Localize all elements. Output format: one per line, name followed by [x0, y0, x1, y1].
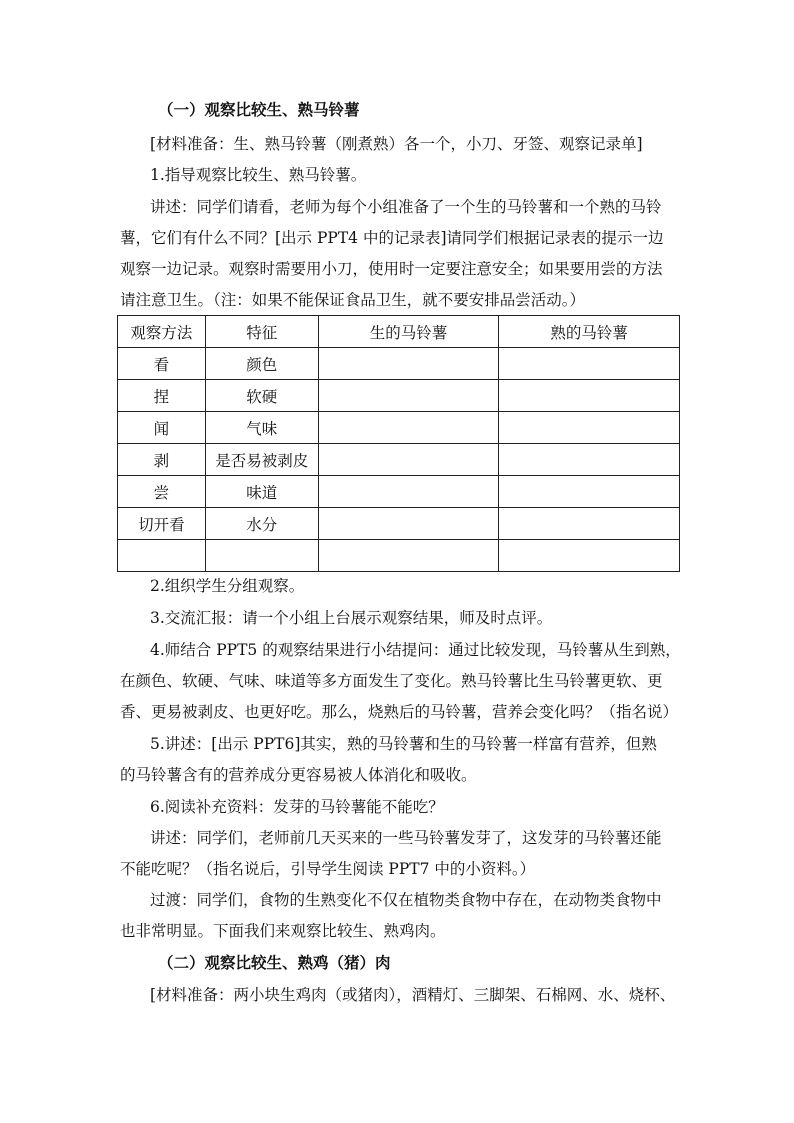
raw-potato-cell [318, 476, 499, 508]
step6-narration-line: 讲述：同学们，老师前几天买来的一些马铃薯发芽了，这发芽的马铃薯还能 [150, 829, 662, 847]
step5-line: 5.讲述：[出示 PPT6]其实，熟的马铃薯和生的马铃薯一样富有营养，但熟 [150, 735, 657, 753]
step4-line: 4.师结合 PPT5 的观察结果进行小结提问：通过比较发现，马铃薯从生到熟， [150, 641, 681, 659]
table-header-row [118, 316, 680, 348]
feature-cell: 水分 [205, 508, 318, 540]
table-header-cell: 生的马铃薯 [318, 316, 499, 348]
raw-potato-cell [318, 412, 499, 444]
step6: 6.阅读补充资料：发芽的马铃薯能不能吃？ [150, 798, 444, 816]
narration-line: 请注意卫生。（注：如果不能保证食品卫生，就不要安排品尝活动。） [120, 291, 586, 309]
feature-cell: 软硬 [205, 380, 318, 412]
method-cell: 剥 [118, 444, 206, 476]
cooked-potato-cell [499, 476, 680, 508]
method-cell: 捏 [118, 380, 206, 412]
table-row [118, 380, 680, 412]
feature-cell: 气味 [205, 412, 318, 444]
step5-line: 的马铃薯含有的营养成分更容易被人体消化和吸收。 [120, 766, 477, 784]
feature-cell: 味道 [205, 476, 318, 508]
method-cell [118, 540, 206, 572]
narration-line: 薯，它们有什么不同？[出示 PPT4 中的记录表]请同学们根据记录表的提示一边 [120, 229, 664, 247]
cooked-potato-cell [499, 540, 680, 572]
method-cell: 看 [118, 348, 206, 380]
raw-potato-cell [318, 540, 499, 572]
raw-potato-cell [318, 380, 499, 412]
table-header-cell: 观察方法 [118, 316, 206, 348]
cooked-potato-cell [499, 412, 680, 444]
narration-line: 观察一边记录。观察时需要用小刀，使用时一定要注意安全；如果要用尝的方法 [120, 260, 663, 278]
feature-cell: 颜色 [205, 348, 318, 380]
step2: 2.组织学生分组观察。 [150, 577, 305, 595]
feature-cell [205, 540, 318, 572]
step4-line: 香、更易被剥皮、也更好吃。那么，烧熟后的马铃薯，营养会变化吗？（指名说） [120, 703, 679, 721]
step4-line: 在颜色、软硬、气味、味道等多方面发生了变化。熟马铃薯比生马铃薯更软、更 [120, 672, 663, 690]
cooked-potato-cell [499, 348, 680, 380]
cooked-potato-cell [499, 508, 680, 540]
section1-step1: 1.指导观察比较生、熟马铃薯。 [150, 166, 367, 184]
step3: 3.交流汇报：请一个小组上台展示观察结果，师及时点评。 [150, 609, 553, 627]
table-row [118, 508, 680, 540]
table-row [118, 476, 680, 508]
table-row [118, 348, 680, 380]
table-header-cell: 特征 [205, 316, 318, 348]
transition-line: 也非常明显。下面我们来观察比较生、熟鸡肉。 [120, 922, 446, 940]
table-row [118, 412, 680, 444]
table-row [118, 444, 680, 476]
section2-heading: （二）观察比较生、熟鸡（猪）肉 [158, 953, 391, 972]
table-header-cell: 熟的马铃薯 [499, 316, 680, 348]
section1-materials: [材料准备：生、熟马铃薯（刚煮熟）各一个，小刀、牙签、观察记录单] [150, 135, 643, 153]
section1-heading: （一）观察比较生、熟马铃薯 [158, 100, 360, 119]
method-cell: 闻 [118, 412, 206, 444]
narration-line: 讲述：同学们请看，老师为每个小组准备了一个生的马铃薯和一个熟的马铃 [150, 198, 662, 216]
method-cell: 切开看 [118, 508, 206, 540]
table-row [118, 540, 680, 572]
method-cell: 尝 [118, 476, 206, 508]
raw-potato-cell [318, 444, 499, 476]
cooked-potato-cell [499, 444, 680, 476]
transition-line: 过渡：同学们，食物的生熟变化不仅在植物类食物中存在，在动物类食物中 [150, 891, 662, 909]
feature-cell: 是否易被剥皮 [205, 444, 318, 476]
cooked-potato-cell [499, 380, 680, 412]
raw-potato-cell [318, 348, 499, 380]
step6-narration-line: 不能吃呢？（指名说后，引导学生阅读 PPT7 中的小资料。） [120, 860, 536, 878]
section2-materials: [材料准备：两小块生鸡肉（或猪肉），酒精灯、三脚架、石棉网、水、烧杯、 [150, 986, 676, 1004]
observation-table [117, 315, 680, 572]
raw-potato-cell [318, 508, 499, 540]
